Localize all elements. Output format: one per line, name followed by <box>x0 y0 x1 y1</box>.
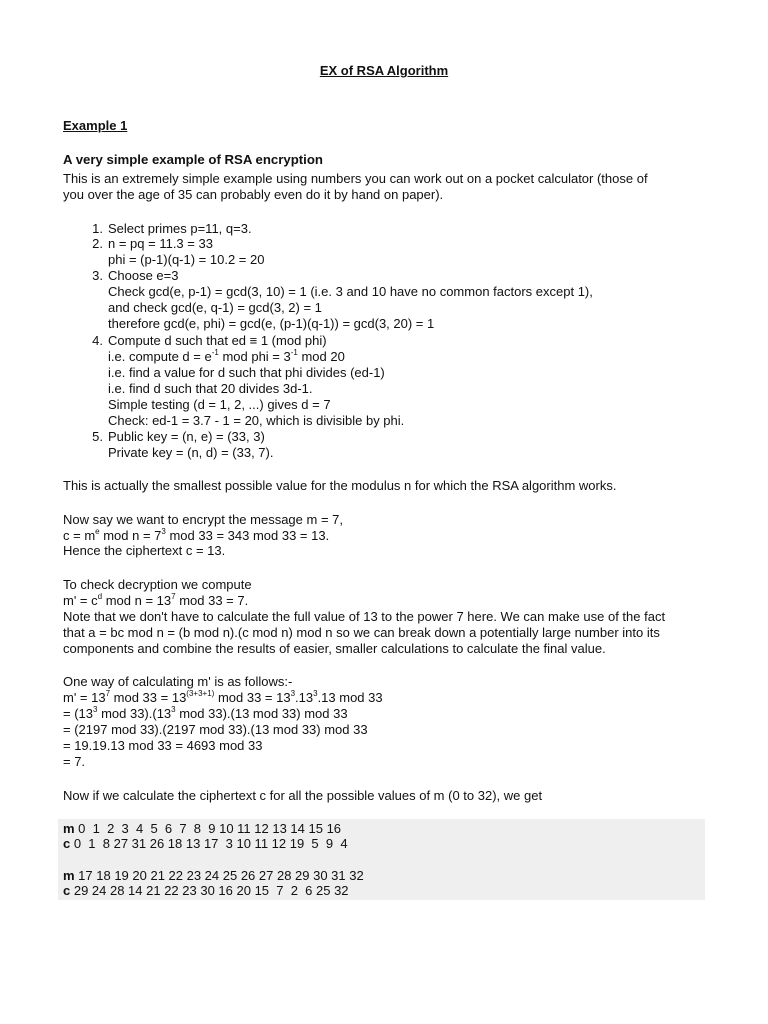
list-text-math: i.e. compute $d = e^{-1}$ mod phi = $3^{-1}$ mod 20 <box>108 348 345 364</box>
list-text: Private key = (n, d) = (33, 7). <box>108 445 274 460</box>
intro-line: This is an extremely simple example using numbers you can work out on a pocket calculator (those of <box>63 171 648 186</box>
section-heading: A very simple example of RSA encryption <box>63 152 323 167</box>
decrypt-line: Note that we don't have to calculate the full value of 13 to the power 7 here. We can make use of the fact <box>63 609 666 624</box>
calc-line: = 19.19.13 mod 33 = 4693 mod 33 <box>63 738 263 753</box>
ciphertext-table <box>58 819 705 900</box>
calc-line-math: = ($13^3$ mod $33).(13^3$ mod 33).(13 mod 33) mod 33 <box>63 705 348 721</box>
table-row <box>63 883 349 898</box>
list-number: 1. <box>92 221 103 236</box>
calc-line-math: $m' = 13^7$ mod $33 = 13^{(3+3+1)}$ mod $33 = 13^3.13^3.13$ mod 33 <box>63 689 383 705</box>
row-values: 29 24 28 14 21 22 23 30 16 20 15 7 2 6 25 32 <box>70 883 349 898</box>
encrypt-line: Now say we want to encrypt the message m = 7, <box>63 512 343 527</box>
calc-line: = (2197 mod 33).(2197 mod 33).(13 mod 33) mod 33 <box>63 722 368 737</box>
row-values: 0 1 8 27 31 26 18 13 17 3 10 11 12 19 5 9 4 <box>70 836 348 851</box>
decrypt-line: components and combine the results of easier, smaller calculations to calculate the final value. <box>63 641 606 656</box>
list-text: Compute d such that ed ≡ 1 (mod phi) <box>108 333 327 348</box>
decrypt-line-math: $m' = c^d$ mod $n = 13^7$ mod 33 = 7. <box>63 592 249 608</box>
list-number: 4. <box>92 333 103 348</box>
list-text: phi = (p-1)(q-1) = 10.2 = 20 <box>108 252 265 267</box>
list-number: 2. <box>92 236 103 251</box>
calc-line: = 7. <box>63 754 86 769</box>
list-text: n = pq = 11.3 = 33 <box>108 236 213 251</box>
row-label: c <box>63 836 71 851</box>
calc-line: One way of calculating m' is as follows:- <box>63 674 293 689</box>
document-title: EX of RSA Algorithm <box>319 63 449 78</box>
row-label: m <box>63 821 75 836</box>
row-values: 0 1 2 3 4 5 6 7 8 9 10 11 12 13 14 15 16 <box>74 821 342 836</box>
list-text: Simple testing (d = 1, 2, ...) gives d = 7 <box>108 397 331 412</box>
list-text: i.e. find d such that 20 divides 3d-1. <box>108 381 313 396</box>
list-text: Choose e=3 <box>108 268 179 283</box>
table-row <box>63 868 364 883</box>
list-number: 3. <box>92 268 103 283</box>
decrypt-line: To check decryption we compute <box>63 577 252 592</box>
example-label: Example 1 <box>63 118 128 133</box>
row-values: 17 18 19 20 21 22 23 24 25 26 27 28 29 30 31 32 <box>74 868 364 883</box>
list-text: i.e. find a value for d such that phi divides (ed-1) <box>108 365 385 380</box>
paragraph: This is actually the smallest possible value for the modulus n for which the RSA algorithm works. <box>63 478 617 493</box>
list-number: 5. <box>92 429 103 444</box>
list-text: Select primes p=11, q=3. <box>108 221 252 236</box>
table-intro: Now if we calculate the ciphertext c for all the possible values of m (0 to 32), we get <box>63 788 543 803</box>
encrypt-line: Hence the ciphertext c = 13. <box>63 543 226 558</box>
list-text: Public key = (n, e) = (33, 3) <box>108 429 265 444</box>
list-text: and check gcd(e, q-1) = gcd(3, 2) = 1 <box>108 300 322 315</box>
table-row <box>63 836 348 851</box>
decrypt-line: that a = bc mod n = (b mod n).(c mod n) mod n so we can break down a potentially large number into its <box>63 625 660 640</box>
list-text: Check gcd(e, p-1) = gcd(3, 10) = 1 (i.e. 3 and 10 have no common factors except 1), <box>108 284 593 299</box>
row-label: c <box>63 883 71 898</box>
table-row <box>63 821 341 836</box>
encrypt-line-math: $c = m^e$ mod $n = 7^3$ mod 33 = 343 mod 33 = 13. <box>63 527 330 543</box>
row-label: m <box>63 868 75 883</box>
intro-line: you over the age of 35 can probably even do it by hand on paper). <box>63 187 444 202</box>
list-text: therefore gcd(e, phi) = gcd(e, (p-1)(q-1)) = gcd(3, 20) = 1 <box>108 316 435 331</box>
list-text: Check: ed-1 = 3.7 - 1 = 20, which is divisible by phi. <box>108 413 405 428</box>
